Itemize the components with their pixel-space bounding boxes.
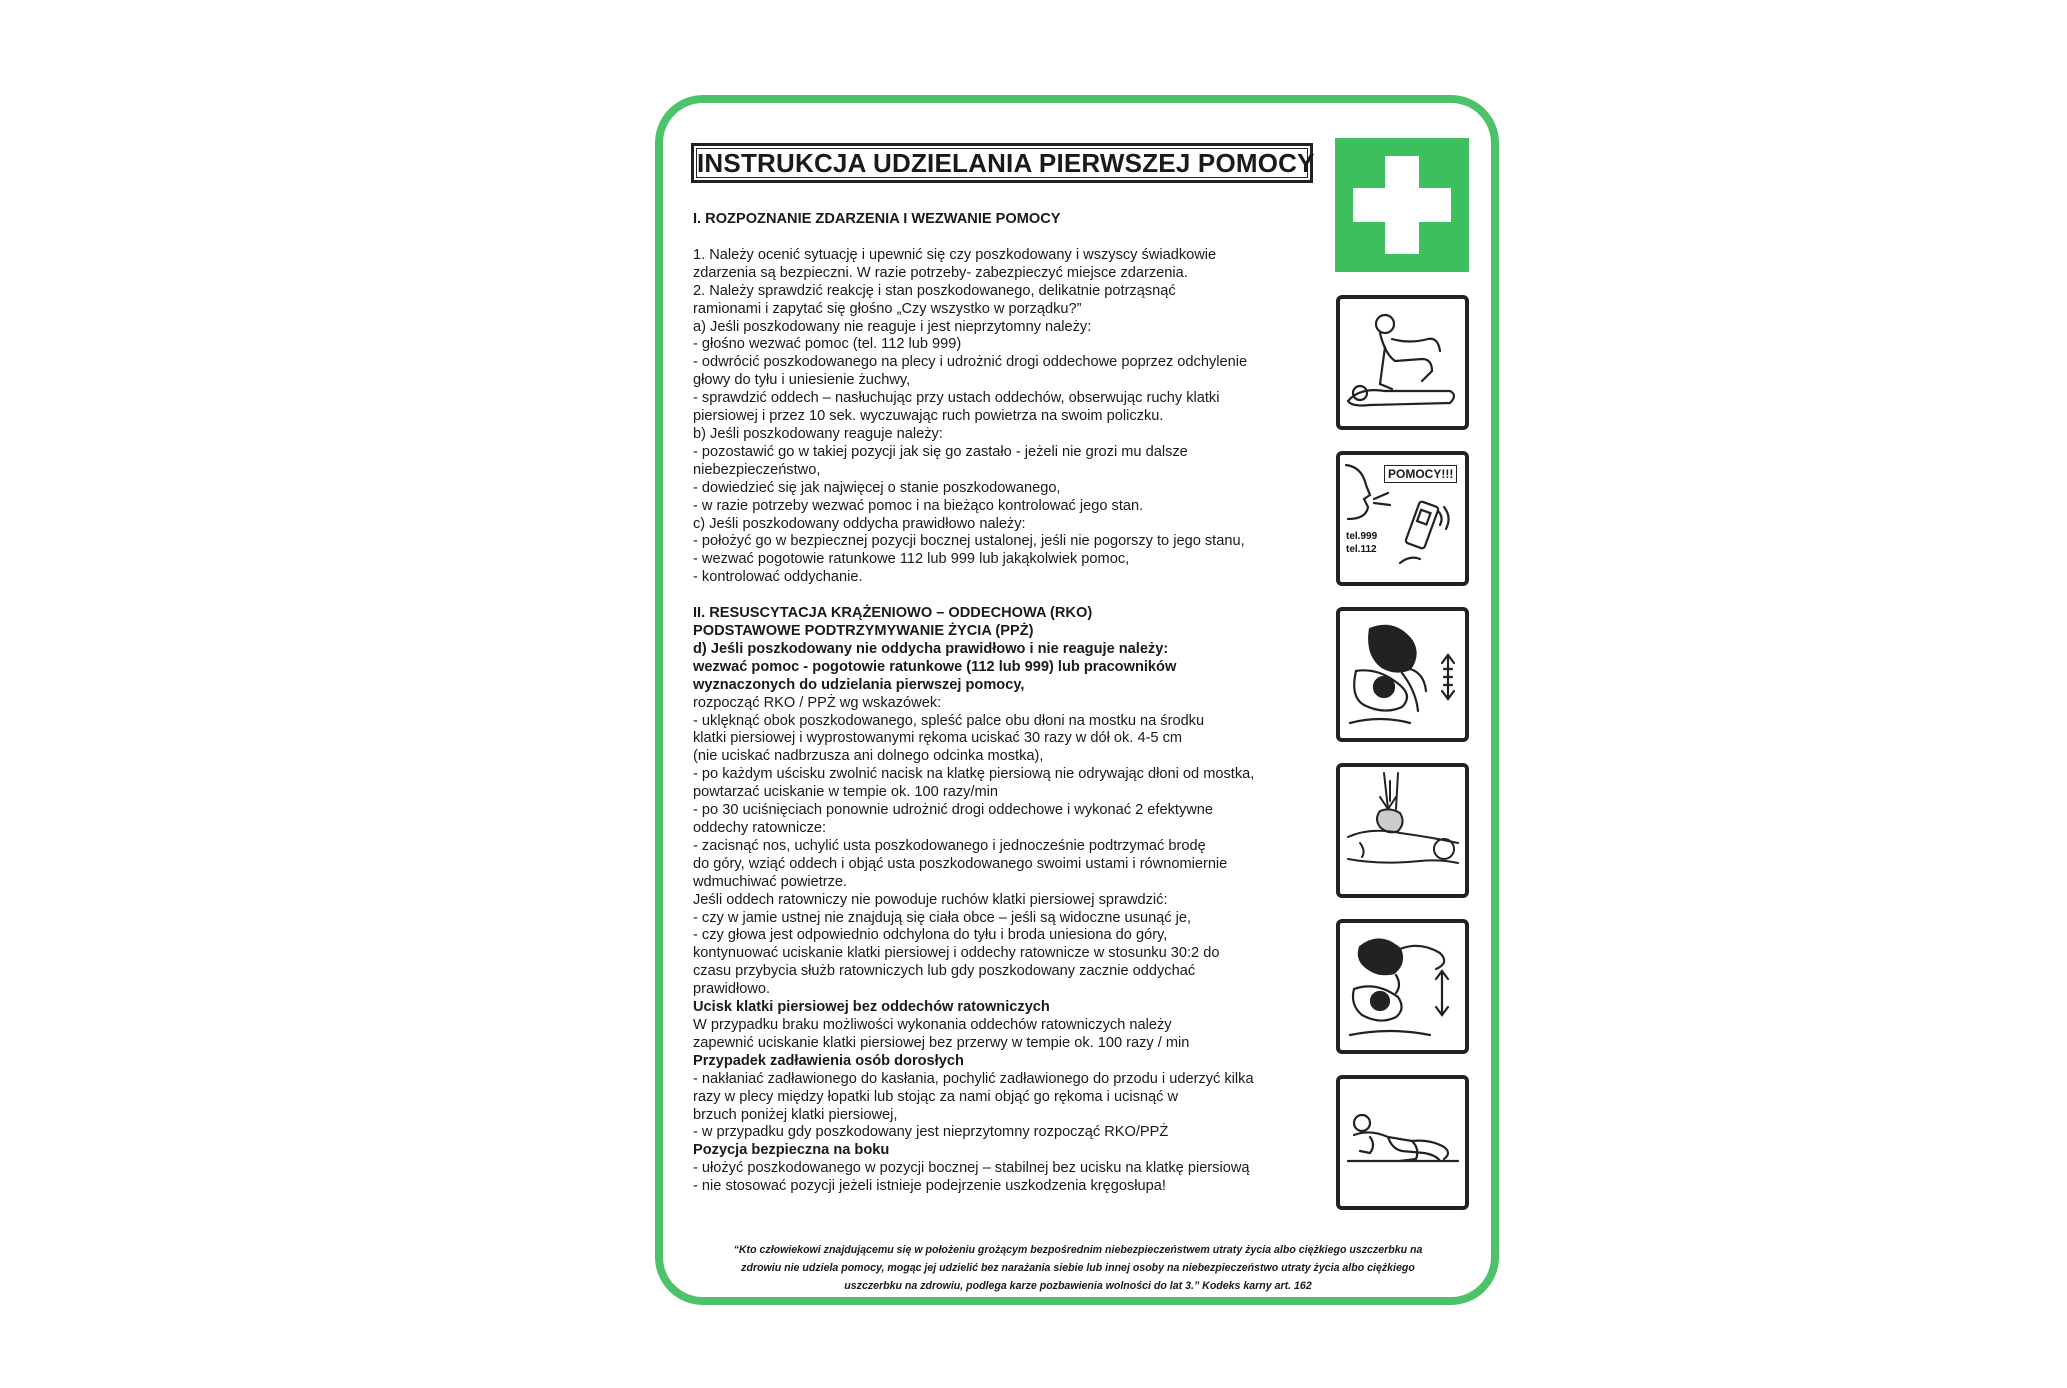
section2-line: do góry, wziąć oddech i objąć usta poszkodowanego swoimi ustami i równomiernie — [693, 855, 1228, 872]
section2-heading: II. RESUSCYTACJA KRĄŻENIOWO – ODDECHOWA (RKO) — [693, 605, 1093, 622]
sub1-line: zapewnić uciskanie klatki piersiowej bez przerwy w tempie ok. 100 razy / min — [693, 1034, 1190, 1051]
section2-line: powtarzać uciskanie w tempie ok. 100 razy/min — [693, 784, 998, 801]
section1-line: - położyć go w bezpiecznej pozycji bocznej ustalonej, jeśli nie pogorszy to jego stanu, — [693, 533, 1245, 550]
recovery-position-icon — [1336, 1075, 1469, 1210]
section2-line: - zacisnąć nos, uchylić usta poszkodowanego i jednocześnie podtrzymać brodę — [693, 837, 1206, 854]
section2-line: oddechy ratownicze: — [693, 820, 827, 836]
section2-line: - czy głowa jest odpowiednio odchylona do tyłu i broda uniesiona do góry, — [693, 927, 1168, 944]
section2-line: - po 30 uciśnięciach ponownie udrożnić drogi oddechowe i wykonać 2 efektywne — [693, 802, 1214, 819]
hand-placement-icon — [1336, 763, 1469, 898]
section2-line: (nie uciskać nadbrzusza ani dolnego odcinka mostka), — [693, 748, 1044, 765]
section1-line: - w razie potrzeby wezwać pomoc i na bieżąco kontrolować jego stan. — [693, 497, 1144, 514]
phone-112-label: tel.112 — [1346, 544, 1377, 555]
section2-body — [693, 695, 1333, 999]
section1-line: - kontrolować oddychanie. — [693, 569, 863, 586]
section2-line: - czy w jamie ustnej nie znajdują się ciała obce – jeśli są widoczne usunąć je, — [693, 909, 1192, 926]
footer-line: uszczerbku na zdrowiu, podlega karze pozbawienia wolności do lat 3.” Kodeks karny art. 162 — [844, 1279, 1312, 1292]
section2-bold-line: wyznaczonych do udzielania pierwszej pomocy, — [693, 676, 1025, 693]
section1-line: - odwrócić poszkodowanego na plecy i udrożnić drogi oddechowe poprzez odchylenie — [693, 354, 1248, 371]
section1-heading: I. ROZPOZNANIE ZDARZENIA I WEZWANIE POMOCY — [693, 211, 1061, 227]
section2-line: kontynuować uciskanie klatki piersiowej i oddechy ratownicze w stosunku 30:2 do — [693, 945, 1220, 962]
section1-line: b) Jeśli poszkodowany reaguje należy: — [693, 425, 943, 442]
section2-line: - po każdym uścisku zwolnić nacisk na klatkę piersiową nie odrywając dłoni od mostka, — [693, 766, 1255, 783]
section2-line: czasu przybycia służb ratowniczych lub gdy poszkodowany zacznie oddychać — [693, 963, 1196, 980]
section1-line: zdarzenia są bezpieczni. W razie potrzeby- zabezpieczyć miejsce zdarzenia. — [693, 264, 1188, 281]
rescue-breath-icon — [1336, 919, 1469, 1054]
sub2-body — [693, 1071, 1333, 1143]
section1-line: - wezwać pogotowie ratunkowe 112 lub 999 lub jakąkolwiek pomoc, — [693, 551, 1130, 568]
section1-line: - głośno wezwać pomoc (tel. 112 lub 999) — [693, 336, 962, 353]
sub3-line: - nie stosować pozycji jeżeli istnieje podejrzenie uszkodzenia kręgosłupa! — [693, 1178, 1166, 1195]
section1-line: 1. Należy ocenić sytuację i upewnić się czy poszkodowany i wszyscy świadkowie — [693, 246, 1217, 263]
section2-bold-line: wezwać pomoc - pogotowie ratunkowe (112 lub 999) lub pracowników — [693, 658, 1177, 675]
check-response-icon — [1336, 295, 1469, 430]
sub1-line: W przypadku braku możliwości wykonania oddechów ratowniczych należy — [693, 1016, 1172, 1033]
section2-emphasis — [693, 641, 1333, 695]
section1-line: - pozostawić go w takiej pozycji jak się go zastało - jeżeli nie grozi mu dalsze — [693, 443, 1188, 460]
section1-line: piersiowej i przez 10 sek. wyczuwając ruch powietrza na swoim policzku. — [693, 408, 1164, 425]
section2-line: - uklęknąć obok poszkodowanego, spleść palce obu dłoni na mostku na środku — [693, 712, 1205, 729]
footer-line: “Kto człowiekowi znajdującemu się w położeniu grożącym bezpośrednim niebezpieczeństwem utraty życia albo ciężkiego uszczerbku na — [733, 1244, 1423, 1256]
chest-compression-icon — [1336, 607, 1469, 742]
title-frame — [691, 143, 1313, 183]
sub2-line: - w przypadku gdy poszkodowany jest nieprzytomny rozpocząć RKO/PPŻ — [693, 1124, 1169, 1141]
sub2-line: razy w plecy między łopatki lub stojąc za nami objąć go rękoma i ucisnąć w — [693, 1088, 1179, 1105]
sub3-line: - ułożyć poszkodowanego w pozycji bocznej – stabilnej bez ucisku na klatkę piersiową — [693, 1160, 1250, 1177]
section1-line: głowy do tyłu i uniesienie żuchwy, — [693, 372, 911, 389]
sub2-heading: Przypadek zadławienia osób dorosłych — [693, 1052, 964, 1069]
section2-line: Jeśli oddech ratowniczy nie powoduje ruchów klatki piersiowej sprawdzić: — [693, 891, 1168, 908]
sub1-heading: Ucisk klatki piersiowej bez oddechów ratowniczych — [693, 999, 1050, 1016]
section1-line: ramionami i zapytać się głośno „Czy wszystko w porządku?” — [693, 300, 1082, 317]
section2-bold-line: d) Jeśli poszkodowany nie oddycha prawidłowo i nie reaguje należy: — [693, 640, 1169, 657]
first-aid-cross-icon — [1335, 138, 1469, 272]
section1-line: a) Jeśli poszkodowany nie reaguje i jest nieprzytomny należy: — [693, 318, 1092, 335]
sub1-body — [693, 1017, 1333, 1053]
sub2-line: - nakłaniać zadławionego do kasłania, pochylić zadławionego do przodu i uderzyć kilka — [693, 1070, 1254, 1087]
section2-line: rozpocząć RKO / PPŻ wg wskazówek: — [693, 694, 942, 711]
phone-999-label: tel.999 — [1346, 531, 1378, 542]
footer-line: zdrowiu nie udziela pomocy, mogąc jej udzielić bez narażania siebie lub innej osoby na niebezpieczeństwo utraty życia albo ciężkiego — [741, 1261, 1415, 1274]
page-title: INSTRUKCJA UDZIELANIA PIERWSZEJ POMOCY — [697, 148, 1315, 178]
section1-line: - sprawdzić oddech – nasłuchując przy ustach oddechów, obserwując ruchy klatki — [693, 390, 1220, 407]
pomocy-speech-label: POMOCY!!! — [1384, 465, 1457, 483]
section2-line: prawidłowo. — [693, 981, 771, 998]
section1-line: 2. Należy sprawdzić reakcję i stan poszkodowanego, delikatnie potrząsnąć — [693, 282, 1176, 299]
legal-quote — [693, 1243, 1463, 1297]
section1-line: c) Jeśli poszkodowany oddycha prawidłowo należy: — [693, 515, 1026, 532]
sub3-body — [693, 1160, 1333, 1196]
instructions — [693, 211, 1333, 1196]
section1-line: - dowiedzieć się jak najwięcej o stanie poszkodowanego, — [693, 479, 1061, 496]
section1-body — [693, 247, 1333, 587]
call-for-help-icon — [1336, 451, 1469, 586]
section1-line: niebezpieczeństwo, — [693, 461, 821, 478]
section2-line: wdmuchiwać powietrze. — [693, 873, 848, 890]
sub2-line: brzuch poniżej klatki piersiowej, — [693, 1106, 898, 1123]
first-aid-sign — [655, 95, 1499, 1305]
section2-line: klatki piersiowej i wyprostowanymi rękoma uciskać 30 razy w dół ok. 4-5 cm — [693, 730, 1183, 747]
section2-subheading: PODSTAWOWE PODTRZYMYWANIE ŻYCIA (PPŻ) — [693, 623, 1034, 640]
sub3-heading: Pozycja bezpieczna na boku — [693, 1142, 890, 1159]
